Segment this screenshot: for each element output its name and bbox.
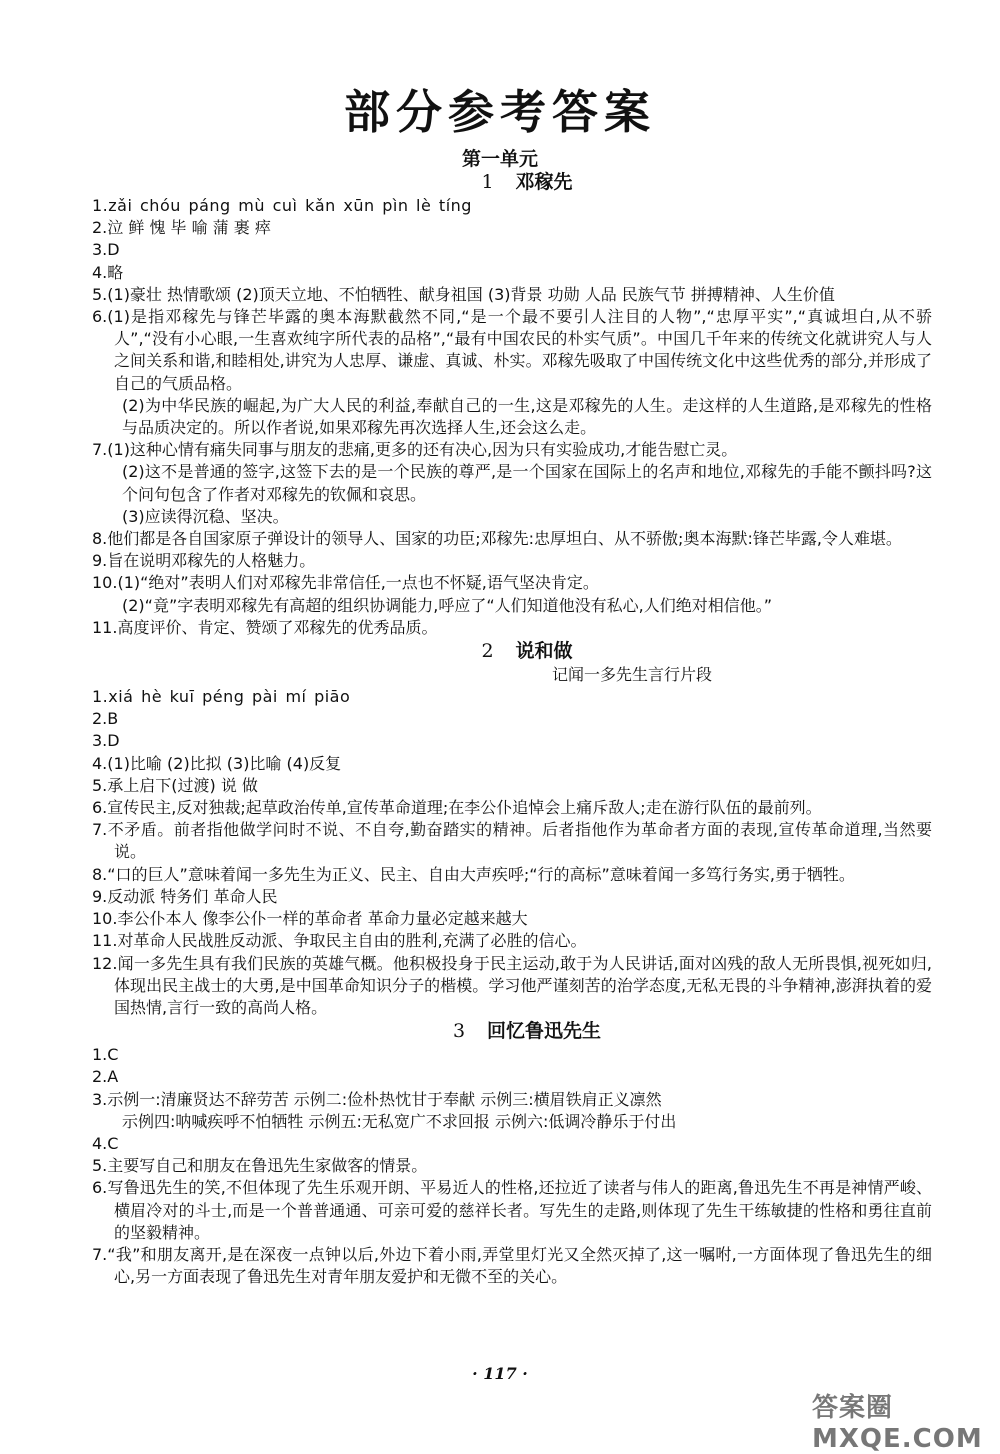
- watermark-logo: 答案圈 MXQE.COM: [812, 1392, 983, 1454]
- section-number: 3: [452, 1020, 466, 1043]
- page-title: 部分参考答案: [344, 85, 656, 139]
- answer-item: 2.泣 鲜 愧 毕 喻 蒲 裹 瘁: [92, 218, 271, 238]
- answer-item: 4.略: [92, 262, 124, 282]
- answer-item: 11.对革命人民战胜反动派、争取民主自由的胜利,充满了必胜的信心。: [92, 931, 587, 951]
- answer-item: 1.xiá hè kuī péng pài mí piāo: [92, 687, 351, 707]
- answer-item: 9.旨在说明邓稼先的人格魅力。: [92, 551, 316, 571]
- answer-item: 8.他们都是各自国家原子弹设计的领导人、国家的功臣;邓稼先:忠厚坦白、从不骄傲;奥本海默:锋芒毕露,令人难堪。: [92, 529, 902, 549]
- section-name: 回忆鲁迅先生: [487, 1020, 602, 1043]
- answer-item: 3.D: [92, 240, 120, 260]
- answer-item: 3.D: [92, 731, 120, 751]
- answer-item: 5.主要写自己和朋友在鲁迅先生家做客的情景。: [92, 1156, 428, 1176]
- answer-item: 4.(1)比喻 (2)比拟 (3)比喻 (4)反复: [92, 753, 342, 773]
- answer-item: (3)应读得沉稳、坚决。: [122, 506, 289, 526]
- answer-item: (2)这不是普通的签字,这签下去的是一个民族的尊严,是一个国家在国际上的名声和地位,邓稼先的手能不颤抖吗?这个问句包含了作者对邓稼先的钦佩和哀思。: [122, 462, 932, 504]
- section-title: [92, 639, 932, 664]
- answer-item: 6.宣传民主,反对独裁;起草政治传单,宣传革命道理;在李公仆追悼会上痛斥敌人;走在游行队伍的最前列。: [92, 798, 822, 818]
- answer-item: 5.承上启下(过渡) 说 做: [92, 775, 258, 795]
- section-number: 2: [481, 640, 494, 663]
- answer-item: (2)为中华民族的崛起,为广大人民的利益,奉献自己的一生,这是邓稼先的人生。走这样的人生道路,是邓稼先的性格与品质决定的。所以作者说,如果邓稼先再次选择人生,还会这么走。: [122, 395, 932, 438]
- page-number: · 117 ·: [472, 1364, 528, 1383]
- answer-item: 1.C: [92, 1045, 119, 1065]
- section-title: [92, 1019, 932, 1044]
- answer-item: 7.“我”和朋友离开,是在深夜一点钟以后,外边下着小雨,弄堂里灯光又全然灭掉了,这一嘱咐,一方面体现了鲁迅先生的细心,另一方面表现了鲁迅先生对青年朋友爱护和无微不至的关心。: [92, 1244, 932, 1287]
- answer-item: 5.(1)豪壮 热情歌颂 (2)顶天立地、不怕牺牲、献身祖国 (3)背景 功勋 人品 民族气节 拼搏精神、人生价值: [92, 284, 835, 304]
- answer-item: 10.(1)“绝对”表明人们对邓稼先非常信任,一点也不怀疑,语气坚决肯定。: [92, 573, 599, 593]
- answer-item: 6.(1)是指邓稼先与锋芒毕露的奥本海默截然不同,“是一个最不要引人注目的人物”,“忠厚平实”,“真诚坦白,从不骄人”,“没有小心眼,一生喜欢纯字所代表的品格”,“最有中国农民的朴实气质”。中国几千年来的传统文化就讲究人与人之间关系和谐,和睦相处,讲究为人忠厚、谦虚、真诚、朴实。邓稼先吸取了中国传统文化中这些优秀的部分,并形成了自己的气质品格。: [92, 307, 932, 393]
- answer-item: 11.高度评价、肯定、赞颂了邓稼先的优秀品质。: [92, 617, 438, 637]
- unit-title: 第一单元: [461, 148, 538, 170]
- answer-item: 2.B: [92, 709, 119, 729]
- section-name: 说和做: [515, 640, 573, 663]
- answer-item: 6.写鲁迅先生的笑,不但体现了先生乐观开朗、平易近人的性格,还拉近了读者与伟人的距离,鲁迅先生不再是神情严峻、横眉冷对的斗士,而是一个普普通通、可亲可爱的慈祥长者。写先生的走路,则体现了先生干练敏捷的性格和勇往直前的坚毅精神。: [92, 1178, 932, 1242]
- answer-item: 7.(1)这种心情有痛失同事与朋友的悲痛,更多的还有决心,因为只有实验成功,才能告慰亡灵。: [92, 440, 738, 460]
- section-number: 1: [481, 171, 494, 193]
- answer-item: 10.李公仆本人 像李公仆一样的革命者 革命力量必定越来越大: [92, 909, 528, 929]
- section-name: 邓稼先: [515, 171, 573, 193]
- answer-item: 示例四:呐喊疾呼不怕牺牲 示例五:无私宽广不求回报 示例六:低调冷静乐于付出: [122, 1111, 677, 1131]
- answer-item: 3.示例一:清廉贤达不辞劳苦 示例二:俭朴热忱甘于奉献 示例三:横眉铁肩正义凛然: [92, 1089, 662, 1109]
- answer-item: 8.“口的巨人”意味着闻一多先生为正义、民主、自由大声疾呼;“行的高标”意味着闻一多笃行务实,勇于牺牲。: [92, 864, 855, 884]
- section-subtitle: 记闻一多先生言行片段: [551, 665, 712, 685]
- answer-item: 7.不矛盾。前者指他做学问时不说、不自夸,勤奋踏实的精神。后者指他作为革命者方面的表现,宣传革命道理,当然要说。: [92, 820, 932, 862]
- answer-item: 9.反动派 特务们 革命人民: [92, 886, 278, 906]
- answer-item: 2.A: [92, 1067, 119, 1087]
- answer-item: 12.闻一多先生具有我们民族的英雄气概。他积极投身于民主运动,敢于为人民讲话,面对凶残的敌人无所畏惧,视死如归,体现出民主战士的大勇,是中国革命知识分子的楷模。学习他严谨刻苦的治学态度,无私无畏的斗争精神,澎湃执着的爱国热情,言行一致的高尚人格。: [92, 953, 932, 1017]
- answer-content: [92, 170, 932, 1288]
- answer-item: 4.C: [92, 1133, 119, 1153]
- answer-item: 1.zǎi chóu páng mù cuì kǎn xūn pìn lè tíng: [92, 196, 472, 215]
- section-title: [92, 170, 932, 195]
- answer-item: (2)“竟”字表明邓稼先有高超的组织协调能力,呼应了“人们知道他没有私心,人们绝对相信他。”: [122, 595, 772, 615]
